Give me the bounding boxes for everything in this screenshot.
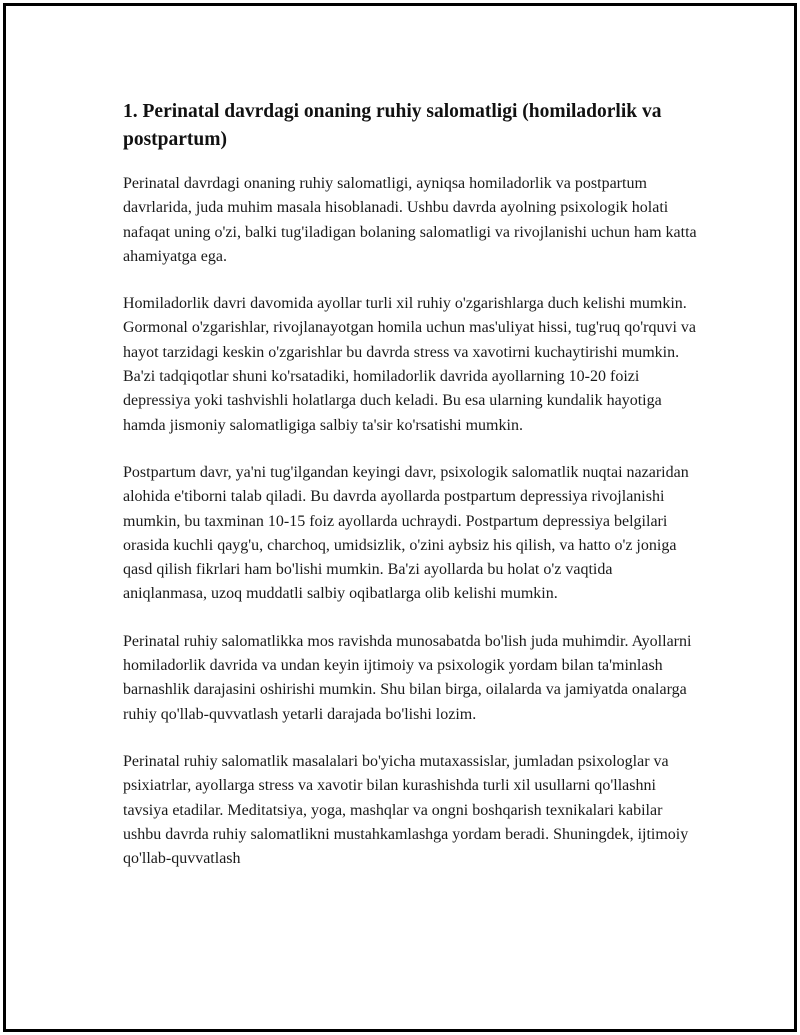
paragraph-specialists: Perinatal ruhiy salomatlik masalalari bo'yicha mutaxassislar, jumladan psixologlar va psixiatrlar, ayollarga stress va xavotir bilan kurashishda turli xil usullarni qo'llashni tavsiya etadilar. Meditatsiya, yoga, mashqlar va ongni boshqarish texnikalari kabilar ushbu davrda ruhiy salomatlikni mustahkamlashga yordam beradi. Shuningdek, ijtimoiy qo'llab-quvvatlash <box>123 752 689 868</box>
paragraph-support: Perinatal ruhiy salomatlikka mos ravishda munosabatda bo'lish juda muhimdir. Ayollarni homiladorlik davrida va undan keyin ijtimoiy va psixologik yordam bilan ta'minlash barnashlik darajasini oshirishi mumkin. Shu bilan birga, oilalarda va jamiyatda onalarga ruhiy qo'llab-quvvatlash yetarli darajada bo'lishi lozim. <box>123 632 692 723</box>
paragraph-pregnancy: Homiladorlik davri davomida ayollar turli xil ruhiy o'zgarishlarga duch kelishi mumkin. Gormonal o'zgarishlar, rivojlanayotgan homila uchun mas'uliyat hissi, tug'ruq qo'rquvi va hayot tarzidagi keskin o'zgarishlar bu davrda stress va xavotirni kuchaytirishi mumkin. Ba'zi tadqiqotlar shuni ko'rsatadiki, homiladorlik davrida ayollarning 10-20 foizi depressiya yoki tashvishli holatlarga duch keladi. Bu esa ularning kundalik hayotiga hamda jismoniy salomatligiga salbiy ta'sir ko'rsatishi mumkin. <box>123 295 696 434</box>
document-body <box>123 98 698 894</box>
paragraph-intro: Perinatal davrdagi onaning ruhiy salomatligi, ayniqsa homiladorlik va postpartum davrlarida, juda muhim masala hisoblanadi. Ushbu davrda ayolning psixologik holati nafaqat uning o'zi, balki tug'iladigan bolaning salomatligi va rivojlanishi uchun ham katta ahamiyatga ega. <box>123 175 697 265</box>
section-heading: 1. Perinatal davrdagi onaning ruhiy salomatligi (homiladorlik va postpartum) <box>123 101 662 150</box>
page-frame <box>3 3 797 1032</box>
paragraph-postpartum: Postpartum davr, ya'ni tug'ilgandan keyingi davr, psixologik salomatlik nuqtai nazaridan alohida e'tiborni talab qiladi. Bu davrda ayollarda postpartum depressiya rivojlanishi mumkin, bu taxminan 10-15 foiz ayollarda uchraydi. Postpartum depressiya belgilari orasida kuchli qayg'u, charchoq, umidsizlik, o'zini aybsiz his qilish, va hatto o'z joniga qasd qilish fikrlari ham bo'lishi mumkin. Ba'zi ayollarda bu holat o'z vaqtida aniqlanmasa, uzoq muddatli salbiy oqibatlarga olib kelishi mumkin. <box>123 463 689 603</box>
